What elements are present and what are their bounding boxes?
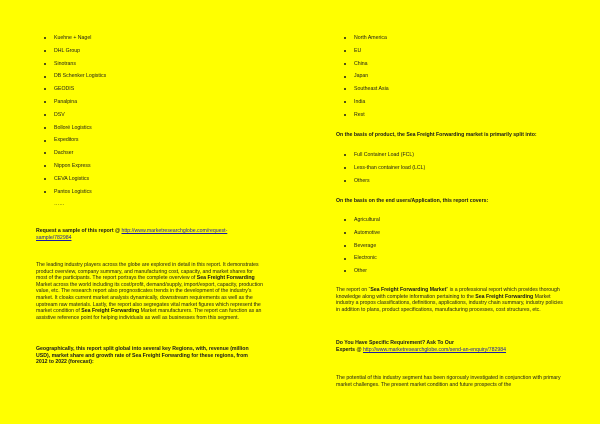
report-text-2: ” is a professional report which provides thorough knowledge along with complete information pertaining to the [336, 287, 560, 300]
application-heading: On the basis on the end users/Application, this report covers: [336, 198, 489, 204]
company-list [36, 35, 264, 201]
list-item: North America [336, 35, 568, 48]
list-item: DSV [36, 112, 264, 125]
list-item: Southeast Asia [336, 86, 568, 99]
intro-bold-1: Sea Freight Forwarding [196, 275, 255, 282]
list-item: EU [336, 48, 568, 61]
list-item: Bolloré Logistics [36, 125, 264, 138]
list-item: India [336, 99, 568, 112]
list-item: Agricultural [336, 217, 568, 230]
list-item: Sinotrans [36, 61, 264, 74]
report-text-3: Market industry a propos classifications, definitions, applications, industry chain summary, industry policies in addition to plans, product specifications, manufacturing processes, cost structures, etc. [336, 293, 563, 313]
intro-paragraph [36, 262, 264, 321]
list-item: Full Container Load (FCL) [336, 152, 568, 165]
list-item: GEODIS [36, 86, 264, 99]
intro-bold-2: Sea Freight Forwarding [81, 308, 140, 315]
requirement-block [336, 340, 568, 353]
application-list [336, 217, 568, 281]
report-bold-2: Sea Freight Forwarding [475, 293, 534, 300]
list-item: Electronic [336, 255, 568, 268]
list-item: Automotive [336, 230, 568, 243]
intro-text-3: Market manufacturers. The report can function as an assistive reference point for helping individuals as well as businesses from this segment. [36, 308, 262, 321]
list-item: Less-than container load (LCL) [336, 165, 568, 178]
list-item: Beverage [336, 243, 568, 256]
list-item: Other [336, 268, 568, 281]
product-heading: On the basis of product, the Sea Freight Forwarding market is primarily split into: [336, 132, 537, 138]
geo-heading: Geographically, this report split global into several key Regions, with, revenue (million USD), market share and growth rate of Sea Freight Forwarding for these regions, from 2012 to 2022 (forecast): [36, 346, 249, 366]
list-item: Nippon Express [36, 163, 264, 176]
list-item: Panalpina [36, 99, 264, 112]
report-bold-1: Sea Freight Forwarding Market [370, 287, 447, 293]
list-item: CEVA Logistics [36, 176, 264, 189]
product-list [336, 152, 568, 190]
request-sample-label: Request a sample of this report @ [36, 228, 122, 234]
list-item: China [336, 61, 568, 74]
list-item: Kuehne + Nagel [36, 35, 264, 48]
requirement-experts-label: Experts @ [336, 346, 363, 353]
request-sample-link[interactable]: http://www.marketresearchglobe.com/request-sample/782984 [36, 228, 228, 241]
list-item: DB Schenker Logistics [36, 73, 264, 86]
list-item: DHL Group [36, 48, 264, 61]
enquiry-link[interactable]: http://www.marketresearchglobe.com/send-an-enquiry/782984 [362, 346, 507, 353]
intro-text-2: Market across the world including its cost/profit, demand/supply, import/export, capacity, production value, etc. The research report also prognosticates trends in the development of the industry's market. It cloaks current market analysis dynamically, downstream requirements as well as the upstream raw materials. Lastly, the report also segregates vital market figures which represent the market condition of [36, 281, 264, 315]
list-item: Rest [336, 112, 568, 125]
list-item: Japan [336, 73, 568, 86]
report-paragraph [336, 287, 566, 313]
requirement-heading: Do You Have Specific Requirement? Ask To Our [336, 340, 454, 346]
report-text-1: The report on “ [336, 287, 371, 293]
intro-text-1: The leading industry players across the globe are explored in detail in this report. It demonstrates product overview, company summary, and manufacturing cost, capacity, and market shares for most of the participants. The report portrays the complete overview of [36, 262, 259, 282]
list-ellipsis: …… [54, 201, 65, 207]
list-item: Pantos Logistics [36, 189, 264, 202]
potential-paragraph: The potential of this industry segment has been rigorously investigated in conjunction with primary market challenges. The present market condition and future prospects of the [336, 375, 561, 388]
list-item: Others [336, 178, 568, 191]
request-sample [36, 228, 246, 241]
list-item: Expeditors [36, 137, 264, 150]
region-list [336, 35, 568, 125]
list-item: Dachser [36, 150, 264, 163]
